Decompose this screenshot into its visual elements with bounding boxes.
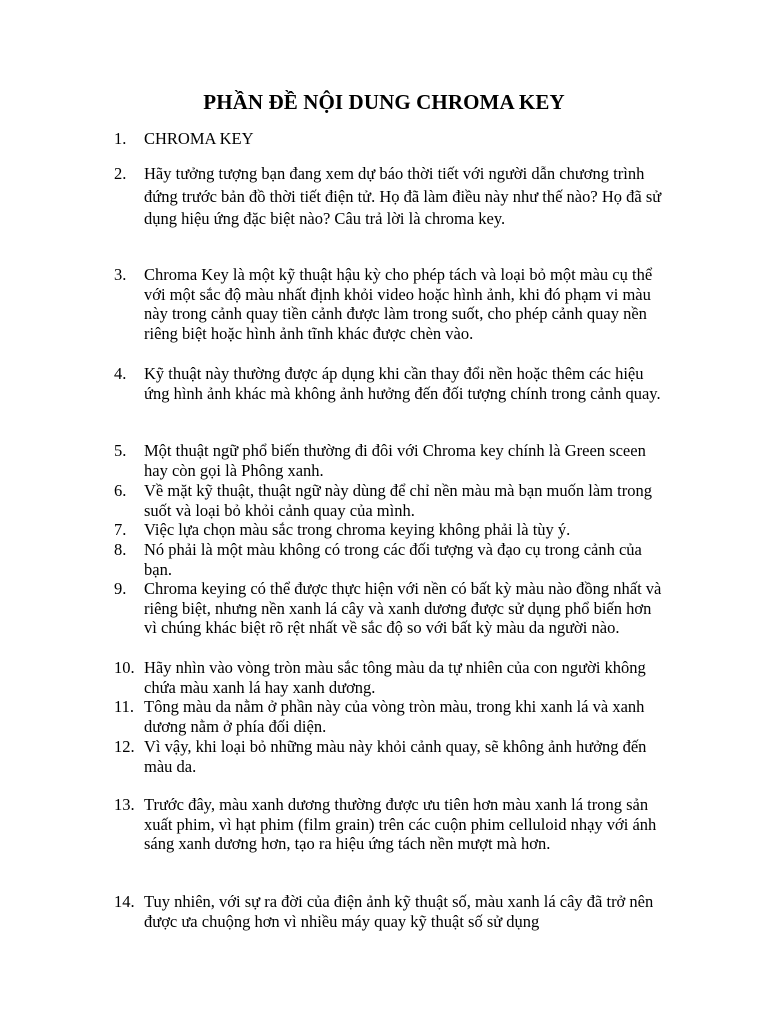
list-item-text: Về mặt kỹ thuật, thuật ngữ này dùng để chỉ nền màu mà bạn muốn làm trong suốt và loại bỏ khỏi cảnh quay của mình. (144, 481, 652, 520)
list-item-number: 5. (114, 441, 127, 460)
list-item-text: Việc lựa chọn màu sắc trong chroma keying không phải là tùy ý. (144, 520, 571, 539)
list-item-number: 10. (114, 658, 135, 677)
document-title: PHẦN ĐỀ NỘI DUNG CHROMA KEY (203, 90, 565, 114)
list-item-text: Chroma Key là một kỹ thuật hậu kỳ cho phép tách và loại bỏ một màu cụ thể với một sắc độ màu nhất định khỏi video hoặc hình ảnh, khi đó phạm vi màu này trong cảnh quay tiền cảnh được làm trong suốt, cho phép cảnh quay nền riêng biệt hoặc hình ảnh tĩnh khác được chèn vào. (144, 265, 653, 344)
list-item-number: 13. (114, 795, 135, 814)
list-item-text: Trước đây, màu xanh dương thường được ưu tiên hơn màu xanh lá trong sản xuất phim, vì hạt phim (film grain) trên các cuộn phim celluloid nhạy với ánh sáng xanh dương hơn, tạo ra hiệu ứng tách nền mượt mà hơn. (144, 795, 657, 854)
list-item-number: 1. (114, 129, 127, 148)
list-item-text: Tông màu da nằm ở phần này của vòng tròn màu, trong khi xanh lá và xanh dương nằm ở phía đối diện. (144, 697, 645, 736)
list-item-text: Vì vậy, khi loại bỏ những màu này khỏi cảnh quay, sẽ không ảnh hưởng đến màu da. (144, 737, 647, 776)
list-item-number: 7. (114, 520, 127, 539)
list-item-number: 6. (114, 481, 127, 500)
list-item-number: 9. (114, 579, 127, 598)
list-item-text: Kỹ thuật này thường được áp dụng khi cần thay đổi nền hoặc thêm các hiệu ứng hình ảnh khác mà không ảnh hưởng đến đối tượng chính trong cảnh quay. (144, 364, 661, 403)
list-item-text: Hãy tưởng tượng bạn đang xem dự báo thời tiết với người dẫn chương trình đứng trước bản đồ thời tiết điện tử. Họ đã làm điều này như thế nào? Họ đã sử dụng hiệu ứng đặc biệt nào? Câu trả lời là chroma key. (144, 164, 662, 229)
list-item-number: 2. (114, 164, 127, 183)
list-item-number: 8. (114, 540, 127, 559)
list-item-text: Hãy nhìn vào vòng tròn màu sắc tông màu da tự nhiên của con người không chứa màu xanh lá hay xanh dương. (144, 658, 646, 697)
list-item-number: 14. (114, 892, 135, 911)
list-item-number: 4. (114, 364, 127, 383)
list-item-text: Một thuật ngữ phổ biến thường đi đôi với Chroma key chính là Green sceen hay còn gọi là Phông xanh. (144, 441, 646, 480)
list-item-number: 11. (114, 697, 135, 716)
list-item-text: Chroma keying có thể được thực hiện với nền có bất kỳ màu nào đồng nhất và riêng biệt, nhưng nền xanh lá cây và xanh dương được sử dụng phổ biến hơn vì chúng khác biệt rõ rệt nhất về sắc độ so với bất kỳ màu da người nào. (144, 579, 662, 638)
list-item-text: CHROMA KEY (144, 129, 254, 148)
list-item-text: Nó phải là một màu không có trong các đối tượng và đạo cụ trong cảnh của bạn. (144, 540, 642, 579)
list-item-number: 12. (114, 737, 135, 756)
list-item-number: 3. (114, 265, 127, 284)
list-item-text: Tuy nhiên, với sự ra đời của điện ảnh kỹ thuật số, màu xanh lá cây đã trở nên được ưa chuộng hơn vì nhiều máy quay kỹ thuật số sử dụng (144, 892, 654, 931)
